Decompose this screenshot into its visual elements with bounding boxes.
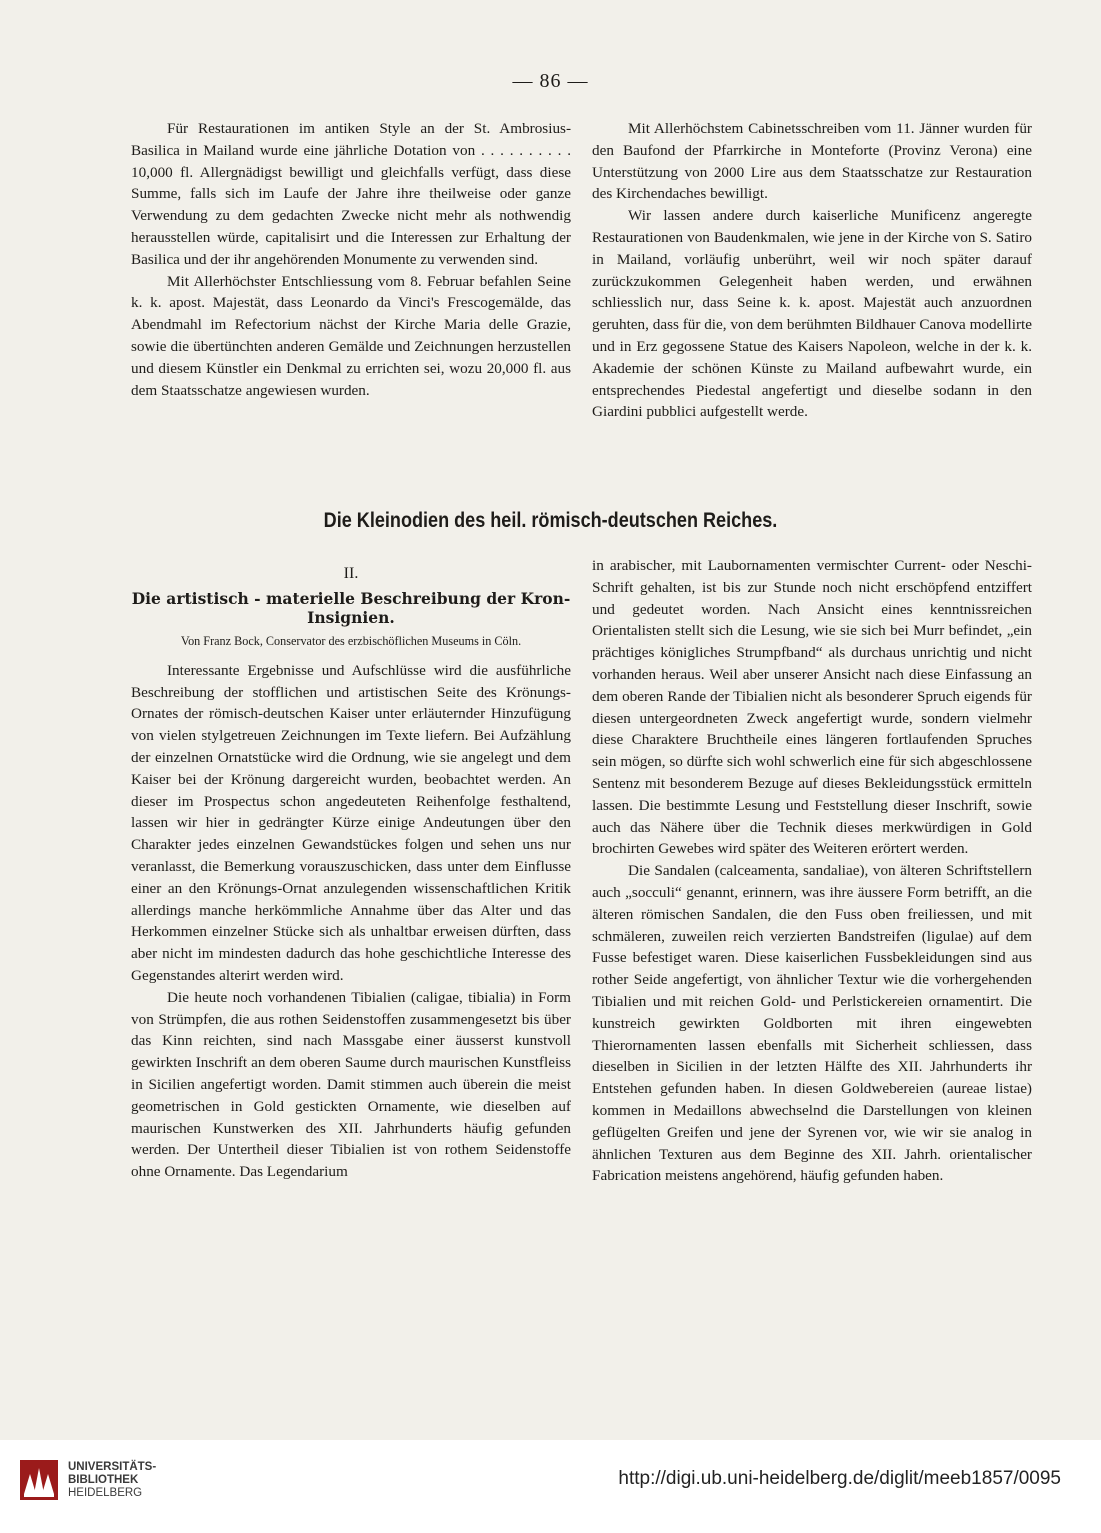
section-title: Die artistisch - materielle Beschreibung der Kron-Insignien. bbox=[131, 588, 571, 627]
column-top-left bbox=[131, 118, 571, 401]
library-logo[interactable] bbox=[20, 1460, 156, 1500]
paragraph: Wir lassen andere durch kaiserliche Munificenz angeregte Restaurationen von Baudenkmalen, wie jene in der Kirche von S. Satiro in Mailand, vorläufig unberührt, weil wir noch später darauf zurückzukommen Gelegenheit haben werden, und erwähnen schliesslich nur, dass Seine k. k. apost. Majestät auch anzuordnen geruhten, dass für die, von dem berühmten Bildhauer Canova modellirte und in Erz gegossene Statue des Kaisers Napoleon, welche in der k. k. Akademie der schönen Künste zu Mailand aufbewahrt wurde, ein entsprechendes Piedestal angefertigt und dieselbe sodann in den Giardini pubblici aufgestellt werde. bbox=[592, 207, 1032, 421]
source-url[interactable]: http://digi.ub.uni-heidelberg.de/diglit/meeb1857/0095 bbox=[618, 1468, 1061, 1489]
paragraph: Mit Allerhöchster Entschliessung vom 8. Februar befahlen Seine k. k. apost. Majestät, dass Leonardo da Vinci's Frescogemälde, das Abendmahl im Refectorium nächst der Kirche Maria delle Grazie, sowie die übertünchten anderen Gemälde und Zeichnungen herzustellen und diesem Künstler ein Denkmal zu errichten sei, wozu 20,000 fl. aus dem Staatsschatze angewiesen wurden. bbox=[131, 272, 571, 399]
library-name: UNIVERSITÄTS- BIBLIOTHEK HEIDELBERG bbox=[68, 1460, 157, 1499]
paragraph: Interessante Ergebnisse und Aufschlüsse wird die ausführliche Beschreibung der stofflichen und artistischen Seite des Krönungs-Ornates der römisch-deutschen Kaiser unter erläuternder Hinzufügung von vielen stylgetreuen Zeichnungen im Texte liefern. Bei Aufzählung der einzelnen Ornatstücke wird die Ordnung, wie sie angelegt und dem Kaiser bei der Krönung dargereicht wurden, beobachtet werden. An dieser im Prospectus schon angedeuteten Reihenfolge festhaltend, lassen wir hier in gedrängter Kürze einige Andeutungen über den Charakter jedes einzelnen Gewandstückes folgen und sehen uns nur veranlasst, die Bemerkung vorauszuschicken, dass unter dem Einflusse einer an den Krönungs-Ornat anzulegenden wissenschaftlichen Kritik allerdings manche herkömmliche Annahme über das Alter und das Herkommen einzelner Stücke sich als unhaltbar erweisen dürften, dass aber nicht im mindesten dadurch das hohe geschichtliche Interesse des Gegenstandes alterirt werden wird. bbox=[131, 661, 571, 984]
library-seal-icon bbox=[20, 1460, 58, 1500]
paragraph: in arabischer, mit Laubornamenten vermischter Current- oder Neschi-Schrift gehalten, ist bis zur Stunde noch nicht erschöpfend entziffert und gedeutet worden. Nach Ansicht eines kenntnissreichen Orientalisten stellt sich die Lesung, wie sie sich bei Murr befindet, „ein prächtiges königliches Strumpfband“ als durchaus unrichtig und nicht vorhanden heraus. Weil aber unserer Ansicht nach diese Einfassung an dem oberen Rande der Tibialien nicht als besonderer Spruch eigends für diesen untergeordneten Zweck angefertigt wurde, sondern vielmehr diese Charaktere Bruchtheile eines längeren fortlaufenden Spruches sein mögen, so dürfte sich wohl schwerlich eine für sich abgeschlossene Sentenz mit besonderem Bezuge auf dieses Bekleidungsstück ermitteln lassen. Die bestimmte Lesung und Feststellung dieser Inschrift, sowie auch das Nähere über die Technik dieses merkwürdigen in Gold brochirten Gewebes wird später des Weiteren erörtert werden. bbox=[592, 557, 1032, 858]
article-heading: Die Kleinodien des heil. römisch-deutschen Reiches. bbox=[323, 509, 778, 532]
column-bottom-left bbox=[131, 555, 571, 1183]
section-number: II. bbox=[343, 565, 359, 582]
paragraph: Die Sandalen (calceamenta, sandaliae), von älteren Schriftstellern auch „socculi“ genannt, erinnern, was ihre äussere Form betrifft, an die älteren römischen Sandalen, die den Fuss oben freiliessen, und mit schmäleren, zuweilen reich verzierten Bandstreifen (ligulae) auf dem Fusse befestiget waren. Diese kaiserlichen Fussbekleidungen sind aus rother Seide angefertigt, von ähnlicher Textur wie die vorhergehenden Tibialien und mit reichen Gold- und Perlstickereien ornamentirt. Die kunstreich gewirkten Goldborten mit ihren eingewebten Thierornamenten lassen ebenfalls mit Sicherheit schliessen, dass dieselben in Sicilien in der letzten Hälfte des XII. Jahrhunderts ihr Entstehen gefunden haben. In diesen Goldwebereien (aureae listae) kommen in Medaillons abwechselnd die Darstellungen von kleinen geflügelten Greifen und jene der Syrenen vor, wie wir sie analog in ähnlichen Texturen aus dem Beginne des XII. Jahrh. orientalischer Fabrication meistens angehörend, häufig gefunden haben. bbox=[592, 862, 1032, 1185]
page-number: — 86 — bbox=[512, 70, 589, 92]
paragraph: Für Restaurationen im antiken Style an der St. Ambrosius-Basilica in Mailand wurde eine jährliche Dotation von . . . . . . . . . . 10,000 fl. Allergnädigst bewilligt und gleichfalls verfügt, dass diese Summe, falls sich im Laufe der Jahre ihre theilweise oder ganze Verwendung zu dem gedachten Zwecke nicht mehr als nothwendig herausstellen würde, capitalisirt und die Interessen zur Erhaltung der Basilica und der ihr angehörenden Monumente zu verwenden sind. bbox=[131, 120, 571, 268]
footer-bar bbox=[0, 1440, 1101, 1533]
paragraph: Die heute noch vorhandenen Tibialien (caligae, tibialia) in Form von Strümpfen, die aus rothen Seidenstoffen zusammengesetzt bis über das Kinn reichten, sind nach Massgabe einer äusserst kunstvoll gewirkten Inschrift an dem oberen Saume durch maurischen Kunstfleiss in Sicilien angefertigt worden. Damit stimmen auch überein die meist geometrischen in Gold gestickten Ornamente, wie dieselben auf maurischen Kunstwerken des XII. Jahrhunderts häufig gefunden werden. Der Untertheil dieser Tibialien ist von rothem Seidenstoffe ohne Ornamente. Das Legendarium bbox=[131, 988, 571, 1181]
column-top-right bbox=[592, 118, 1032, 423]
paragraph: Mit Allerhöchstem Cabinetsschreiben vom 11. Jänner wurden für den Baufond der Pfarrkirche in Monteforte (Provinz Verona) eine Unterstützung von 2000 Lire aus dem Staatsschatze zur Restauration des Kirchendaches bewilligt. bbox=[592, 120, 1032, 203]
column-bottom-right bbox=[592, 555, 1032, 1187]
author-byline: Von Franz Bock, Conservator des erzbischöflichen Museums in Cöln. bbox=[180, 633, 522, 648]
